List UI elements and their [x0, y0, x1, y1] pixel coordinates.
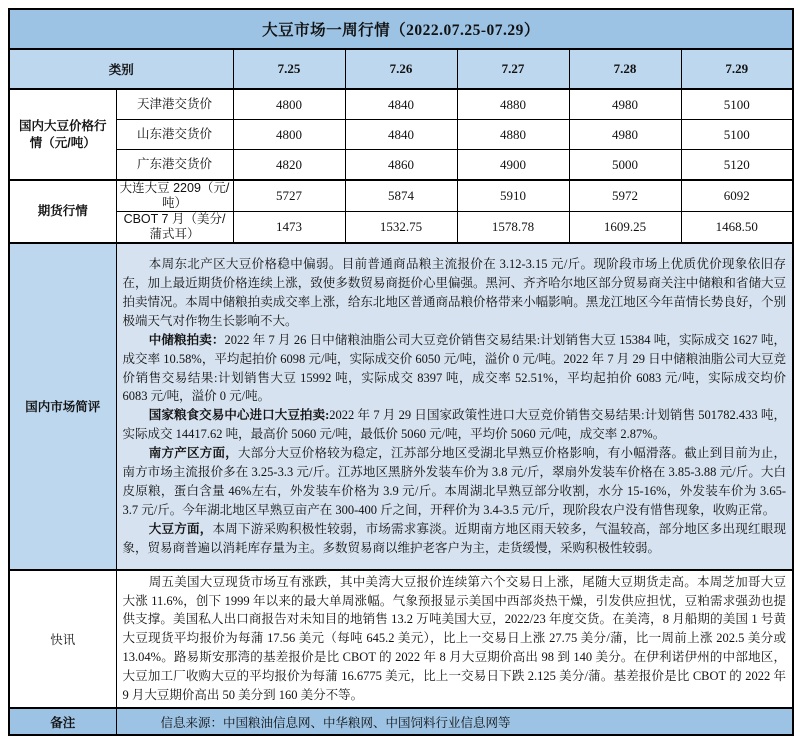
review-paragraph [123, 520, 787, 558]
price-cell: 4980 [569, 89, 681, 120]
price-cell: 1532.75 [345, 212, 457, 244]
price-cell: 5874 [345, 180, 457, 212]
review-row [9, 243, 793, 570]
table-row-tianjin [9, 89, 793, 120]
price-cell: 5000 [569, 150, 681, 181]
group-label-domestic-prices: 国内大豆价格行情（元/吨） [9, 89, 116, 180]
price-cell: 4820 [233, 150, 345, 181]
price-cell: 4800 [233, 89, 345, 120]
page-title: 大豆市场一周行情（2022.07.25-07.29） [9, 9, 793, 49]
price-cell: 5100 [681, 120, 793, 150]
paragraph-text: 大部分大豆价格较为稳定，江苏部分地区受湖北早熟豆价格影响，有小幅滑落。截止到目前为止，南方市场主流报价多在 3.25-3.3 元/斤。江苏地区黑脐外发装车价为 3.8 元/斤，翠扇外发装车价格在 3.85-3.88 元/斤。大白皮原粮，蛋白含量 46%左右，外发装车价格为 3.9 元/斤。本周湖北早熟豆部分收割，水分 15-16%，外发装车价为 3.65-3.7 元/斤。今年湖北地区早熟豆亩产在 300-400 斤之间，开秤价为 3.4-3.5 元/斤，现阶段农户没有惜售现象，收购正常。 [122, 446, 787, 517]
paragraph-text: 2022 年 7 月 29 日国家政策性进口大豆竞价销售交易结果:计划销售 501782.433 吨，实际成交 14417.62 吨，最高价 5060 元/吨，最低价 5060 元/吨，平均价 5060 元/吨，成交率 2.87%。 [122, 408, 787, 442]
price-cell: 4880 [457, 89, 569, 120]
paragraph-lead: 大豆方面， [148, 521, 213, 536]
date-header: 7.28 [569, 49, 681, 89]
review-paragraph [123, 444, 787, 520]
group-label-futures: 期货行情 [9, 180, 116, 243]
price-cell: 4800 [233, 120, 345, 150]
price-cell: 4840 [345, 120, 457, 150]
date-header: 7.27 [457, 49, 569, 89]
price-cell: 1468.50 [681, 212, 793, 244]
paragraph-text: 本周东北产区大豆价格稳中偏弱。目前普通商品粮主流报价在 3.12-3.15 元/斤。现阶段市场上优质优价现象依旧存在，加上最近期货价格连续上涨，致使多数贸易商挺价心里偏强。黑河、齐齐哈尔地区部分贸易商关注中储粮和省储大豆拍卖情况。本周中储粮拍卖成交率上涨，给东北地区普通商品粮价格带来小幅影响。黑龙江地区今年苗情长势良好，个别极端天气对作物生长影响不大。 [122, 257, 787, 328]
row-label: CBOT 7 月（美分/蒲式耳） [116, 212, 233, 244]
paragraph-lead: 国家粮食交易中心进口大豆拍卖: [148, 408, 330, 423]
price-cell: 1473 [233, 212, 345, 244]
review-paragraph [123, 331, 787, 407]
news-row [9, 570, 793, 708]
news-section-label: 快讯 [9, 570, 116, 708]
date-header-row [9, 49, 793, 89]
price-cell: 5120 [681, 150, 793, 181]
note-row [9, 708, 793, 735]
news-section-body [116, 570, 793, 708]
row-label: 山东港交货价 [116, 120, 233, 150]
note-source-text: 信息来源：中国粮油信息网、中华粮网、中国饲料行业信息网等 [116, 708, 793, 735]
category-header: 类别 [9, 49, 233, 89]
table-row-guangdong [9, 150, 793, 181]
price-cell: 4860 [345, 150, 457, 181]
price-cell: 1609.25 [569, 212, 681, 244]
table-row-dalian-futures [9, 180, 793, 212]
row-label: 广东港交货价 [116, 150, 233, 181]
soybean-weekly-report-table [8, 8, 794, 736]
paragraph-text: 2022 年 7 月 26 日中储粮油脂公司大豆竞价销售交易结果:计划销售大豆 15384 吨，实际成交 1627 吨，成交率 10.58%，平均起拍价 6098 元/吨，实际成交价 6050 元/吨，溢价 0 元/吨。2022 年 7 月 29 日中储粮油脂公司大豆竞价销售交易结果:计划销售大豆 15992 吨，实际成交 8397 吨，成交率 52.51%，平均起拍价 6083 元/吨，实际成交均价 6083 元/吨，溢价 0 元/吨。 [122, 332, 787, 404]
price-cell: 5727 [233, 180, 345, 212]
price-cell: 1578.78 [457, 212, 569, 244]
price-cell: 4880 [457, 120, 569, 150]
paragraph-text: 本周下游采购积极性较弱，市场需求寡淡。近期南方地区雨天较多，气温较高，部分地区多出现红眼现象，贸易商普遍以消耗库存量为主。多数贸易商以维护老客户为主，走货缓慢，采购积极性较弱。 [122, 521, 786, 555]
price-cell: 4840 [345, 89, 457, 120]
price-cell: 5910 [457, 180, 569, 212]
date-header: 7.26 [345, 49, 457, 89]
price-cell: 4900 [457, 150, 569, 181]
note-section-label: 备注 [9, 708, 116, 735]
paragraph-lead: 南方产区方面， [148, 446, 238, 461]
row-label: 天津港交货价 [116, 89, 233, 120]
review-paragraph [123, 255, 787, 331]
table-row-shandong [9, 120, 793, 150]
price-cell: 4980 [569, 120, 681, 150]
row-label: 大连大豆 2209（元/吨） [116, 180, 233, 212]
review-paragraph [123, 406, 787, 444]
paragraph-text: 周五美国大豆现货市场互有涨跌，其中美湾大豆报价连续第六个交易日上涨，尾随大豆期货走高。本周芝加哥大豆大涨 11.6%，创下 1999 年以来的最大单周涨幅。气象预报显示美国中西部炎热干燥，引发供应担忧，豆粕需求强劲也提供支撑。美国私人出口商报告对未知目的地销售 13.2 万吨美国大豆，2022/23 年度交货。在美湾，8 月船期的美国 1 号黄大豆现货平均报价为每蒲 17.56 美元（每吨 645.2 美元），比上一交易日上涨 27.75 美分/蒲，比一周前上涨 202.5 美分或 13.04%。路易斯安那湾的基差报价是比 CBOT 的 2022 年 8 月大豆期价高出 98 到 140 美分。在伊利诺伊州的中部地区，大豆加工厂收购大豆的平均报价为每蒲 16.6775 美元，比上一交易日下跌 2.125 美分/蒲。基差报价是比 CBOT 的 2022 年 9 月大豆期价高出 50 美分到 160 美分不等。 [122, 574, 787, 703]
price-cell: 5972 [569, 180, 681, 212]
review-section-body [116, 243, 793, 570]
table-row-cbot-futures [9, 212, 793, 244]
date-header: 7.29 [681, 49, 793, 89]
news-paragraph [123, 573, 787, 705]
review-section-label: 国内市场简评 [9, 243, 116, 570]
date-header: 7.25 [233, 49, 345, 89]
price-cell: 5100 [681, 89, 793, 120]
title-row [9, 9, 793, 49]
price-cell: 6092 [681, 180, 793, 212]
paragraph-lead: 中储粮拍卖： [148, 332, 225, 347]
